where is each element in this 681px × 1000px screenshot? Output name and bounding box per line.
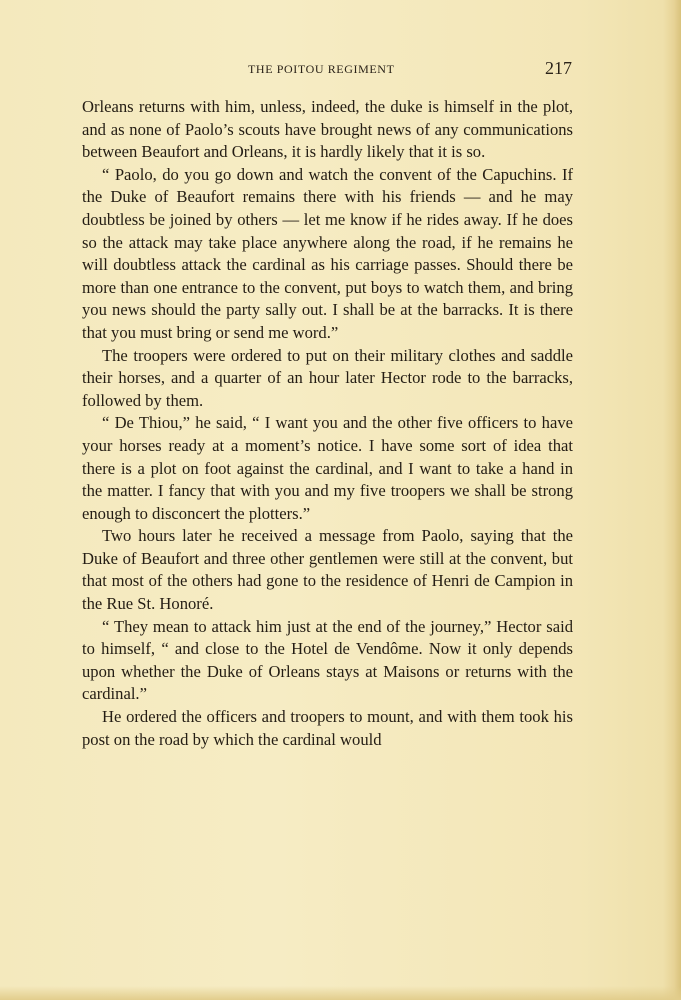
page-edge-bottom — [0, 986, 681, 1000]
paragraph-2: “ Paolo, do you go down and watch the convent of the Capuchins. If the Duke of Beaufort remains there with his friends — and he may doubtless be joined by others — let me know if he rides away. If he does so the attack may take place anywhere along the road, if he remains he will doubtless attack the cardinal as his carriage passes. Should there be more than one entrance to the convent, put boys to watch them, and bring you news should the party sally out. I shall be at the barracks. It is there that you must bring or send me word.” — [82, 164, 573, 342]
body-text — [82, 96, 573, 751]
paragraph-1: Orleans returns with him, unless, indeed, the duke is himself in the plot, and as none of Paolo’s scouts have brought news of any communications between Beaufort and Orleans, it is hardly likely that it is so. — [82, 97, 573, 162]
page-edge-right — [663, 0, 681, 1000]
paragraph-4: “ De Thiou,” he said, “ I want you and the other five officers to have your horses ready at a moment’s notice. I have some sort of idea that there is a plot on foot against the cardinal, and I want to take a hand in the matter. I fancy that with you and my five troopers we shall be strong enough to disconcert the plotters.” — [82, 413, 573, 523]
paragraph-6: “ They mean to attack him just at the end of the journey,” Hector said to himself, “ and close to the Hotel de Vendôme. Now it only depends upon whether the Duke of Orleans stays at Maisons or returns with the cardinal.” — [82, 616, 573, 704]
paragraph-5: Two hours later he received a message from Paolo, saying that the Duke of Beaufort and three other gentlemen were still at the convent, but that most of the others had gone to the residence of Henri de Campion in the Rue St. Honoré. — [82, 526, 573, 614]
page-number: 217 — [545, 58, 572, 78]
running-head — [82, 58, 572, 82]
paragraph-7: He ordered the officers and troopers to mount, and with them took his post on the road by which the cardinal would — [82, 707, 573, 749]
paragraph-3: The troopers were ordered to put on their military clothes and saddle their horses, and a quarter of an hour later Hector rode to the barracks, followed by them. — [82, 345, 573, 410]
running-title: THE POITOU REGIMENT — [248, 62, 395, 76]
